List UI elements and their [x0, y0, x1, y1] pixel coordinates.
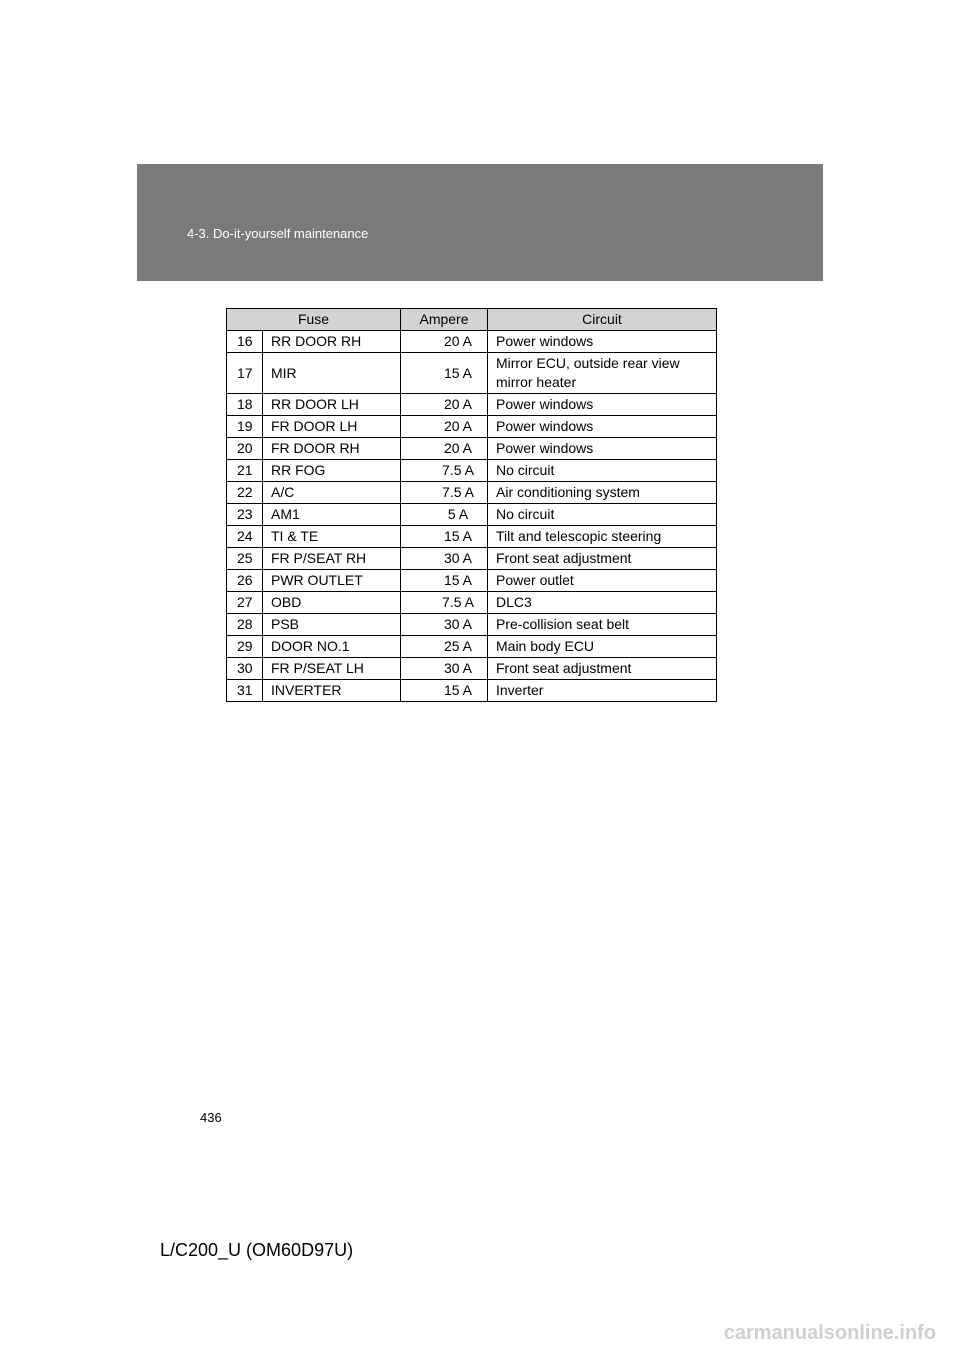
header-band [137, 164, 823, 281]
fuse-name-cell: FR DOOR LH [263, 416, 401, 438]
fuse-name-cell: TI & TE [263, 526, 401, 548]
fuse-name-cell: RR DOOR LH [263, 394, 401, 416]
watermark: carmanualsonline.info [723, 1322, 936, 1344]
table-row [227, 658, 717, 680]
fuse-number-cell: 26 [227, 570, 263, 592]
table-row [227, 526, 717, 548]
circuit-cell: Pre-collision seat belt [488, 614, 717, 636]
ampere-cell: 7.5 A [401, 592, 488, 614]
fuse-name-cell: AM1 [263, 504, 401, 526]
fuse-name-cell: OBD [263, 592, 401, 614]
fuse-number-cell: 22 [227, 482, 263, 504]
ampere-cell: 15 A [401, 570, 488, 592]
fuse-number-cell: 23 [227, 504, 263, 526]
ampere-cell: 25 A [401, 636, 488, 658]
column-header-ampere: Ampere [401, 309, 488, 331]
circuit-cell: Power windows [488, 331, 717, 353]
table-row [227, 592, 717, 614]
circuit-cell: Air conditioning system [488, 482, 717, 504]
table-row [227, 460, 717, 482]
ampere-cell: 20 A [401, 394, 488, 416]
circuit-cell: Tilt and telescopic steering [488, 526, 717, 548]
table-row [227, 438, 717, 460]
table-row [227, 680, 717, 702]
table-row [227, 482, 717, 504]
fuse-number-cell: 19 [227, 416, 263, 438]
ampere-cell: 20 A [401, 331, 488, 353]
fuse-number-cell: 30 [227, 658, 263, 680]
fuse-number-cell: 20 [227, 438, 263, 460]
fuse-name-cell: FR P/SEAT LH [263, 658, 401, 680]
circuit-cell: Inverter [488, 680, 717, 702]
column-header-circuit: Circuit [488, 309, 717, 331]
fuse-number-cell: 25 [227, 548, 263, 570]
circuit-cell: Power windows [488, 438, 717, 460]
fuse-name-cell: PWR OUTLET [263, 570, 401, 592]
ampere-cell: 15 A [401, 353, 488, 394]
fuse-name-cell: FR P/SEAT RH [263, 548, 401, 570]
ampere-cell: 7.5 A [401, 482, 488, 504]
fuse-name-cell: PSB [263, 614, 401, 636]
fuse-number-cell: 17 [227, 353, 263, 394]
circuit-cell: Main body ECU [488, 636, 717, 658]
circuit-cell: Power outlet [488, 570, 717, 592]
circuit-cell: No circuit [488, 504, 717, 526]
table-row [227, 636, 717, 658]
ampere-cell: 30 A [401, 614, 488, 636]
fuse-name-cell: A/C [263, 482, 401, 504]
table-row [227, 353, 717, 394]
table-row [227, 416, 717, 438]
circuit-cell: Mirror ECU, outside rear view mirror heater [488, 353, 717, 394]
fuse-name-cell: INVERTER [263, 680, 401, 702]
circuit-cell: No circuit [488, 460, 717, 482]
table-header-row [227, 309, 717, 331]
page-number: 436 [200, 1110, 222, 1125]
table-row [227, 548, 717, 570]
ampere-cell: 20 A [401, 416, 488, 438]
table-row [227, 614, 717, 636]
ampere-cell: 7.5 A [401, 460, 488, 482]
ampere-cell: 30 A [401, 548, 488, 570]
ampere-cell: 5 A [401, 504, 488, 526]
circuit-cell: Power windows [488, 394, 717, 416]
fuse-number-cell: 24 [227, 526, 263, 548]
fuse-number-cell: 28 [227, 614, 263, 636]
fuse-number-cell: 16 [227, 331, 263, 353]
table-row [227, 331, 717, 353]
ampere-cell: 30 A [401, 658, 488, 680]
ampere-cell: 15 A [401, 526, 488, 548]
fuse-name-cell: RR DOOR RH [263, 331, 401, 353]
fuse-name-cell: MIR [263, 353, 401, 394]
table-row [227, 570, 717, 592]
fuse-number-cell: 27 [227, 592, 263, 614]
fuse-table [226, 308, 717, 702]
fuse-number-cell: 31 [227, 680, 263, 702]
fuse-name-cell: FR DOOR RH [263, 438, 401, 460]
circuit-cell: DLC3 [488, 592, 717, 614]
fuse-name-cell: DOOR NO.1 [263, 636, 401, 658]
ampere-cell: 20 A [401, 438, 488, 460]
circuit-cell: Power windows [488, 416, 717, 438]
section-title: 4-3. Do-it-yourself maintenance [187, 226, 369, 241]
fuse-number-cell: 18 [227, 394, 263, 416]
circuit-cell: Front seat adjustment [488, 548, 717, 570]
table-row [227, 394, 717, 416]
footer-code: L/C200_U (OM60D97U) [160, 1240, 354, 1260]
fuse-number-cell: 21 [227, 460, 263, 482]
column-header-fuse: Fuse [227, 309, 401, 331]
table-row [227, 504, 717, 526]
fuse-number-cell: 29 [227, 636, 263, 658]
circuit-cell: Front seat adjustment [488, 658, 717, 680]
ampere-cell: 15 A [401, 680, 488, 702]
fuse-name-cell: RR FOG [263, 460, 401, 482]
